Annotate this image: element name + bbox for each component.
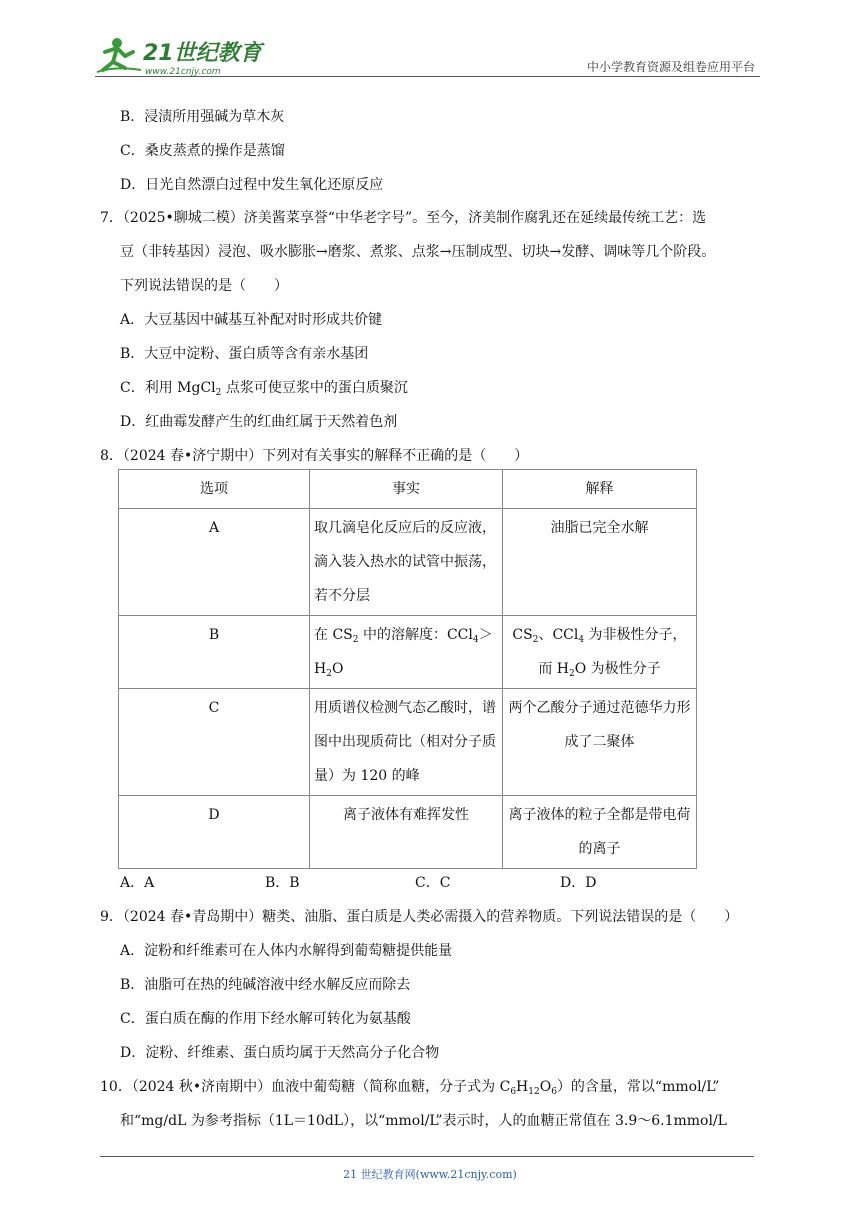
row-explain: $CS_2$、CCl$_4$ 为非极性分子，而 $H_2O$ 为极性分子 <box>503 616 697 689</box>
q8-facts-table <box>118 469 697 869</box>
q7-option-a: A．大豆基因中碱基互补配对时形成共价键 <box>120 312 383 328</box>
q9-stem: 9．（2024 春•青岛期中）糖类、油脂、蛋白质是人类必需摄入的营养物质。下列说法错误的是（ ） <box>100 909 739 925</box>
table-row <box>119 616 697 689</box>
table-header-option: 选项 <box>119 470 310 509</box>
page-header <box>95 30 760 78</box>
table-header-fact: 事实 <box>310 470 503 509</box>
q7-stem-line-3: 下列说法错误的是（ ） <box>120 278 288 294</box>
row-explain: 离子液体的粒子全都是带电荷的离子 <box>503 796 697 869</box>
q6-option-c: C．桑皮蒸煮的操作是蒸馏 <box>120 143 285 159</box>
q7-stem-line-2: 豆（非转基因）浸泡、吸水膨胀→磨浆、煮浆、点浆→压制成型、切块→发酵、调味等几个阶段。 <box>120 244 716 260</box>
row-fact: 用质谱仪检测气态乙酸时，谱图中出现质荷比（相对分子质量）为 120 的峰 <box>310 689 503 796</box>
q10-stem-line-2: 和“mg/dL 为参考指标（1L＝10dL），以“mmol/L”表示时，人的血糖正常值在 3.9～6.1mmol/L <box>120 1113 727 1129</box>
row-explain: 两个乙酸分子通过范德华力形成了二聚体 <box>503 689 697 796</box>
row-option: C <box>119 689 310 796</box>
table-header-row <box>119 470 697 509</box>
q7-option-c: C．利用 MgCl$_2$ 点浆可使豆浆中的蛋白质聚沉 <box>120 380 408 398</box>
q8-answer-a: A．A <box>120 875 155 891</box>
q6-option-d: D．日光自然漂白过程中发生氧化还原反应 <box>120 177 384 193</box>
q7-option-b: B．大豆中淀粉、蛋白质等含有亲水基团 <box>120 346 369 362</box>
site-logo <box>95 34 265 76</box>
q9-option-c: C．蛋白质在酶的作用下经水解可转化为氨基酸 <box>120 1011 411 1027</box>
row-fact: 取几滴皂化反应后的反应液，滴入装入热水的试管中振荡，若不分层 <box>310 509 503 616</box>
header-divider <box>95 76 760 77</box>
q8-answer-c: C．C <box>415 875 451 891</box>
row-fact: 离子液体有难挥发性 <box>310 796 503 869</box>
q8-stem: 8．（2024 春•济宁期中）下列对有关事实的解释不正确的是（ ） <box>100 448 529 464</box>
q9-option-b: B．油脂可在热的纯碱溶液中经水解反应而除去 <box>120 977 411 993</box>
row-explain: 油脂已完全水解 <box>503 509 697 616</box>
svg-text:21世纪教育: 21世纪教育 <box>143 41 262 66</box>
q10-stem-line-1: 10．（2024 秋•济南期中）血液中葡萄糖（简称血糖，分子式为 $C_6H_{12}O_6$）的含量，常以“mmol/L” <box>100 1079 720 1097</box>
table-row <box>119 689 697 796</box>
footer-divider <box>100 1156 754 1157</box>
q8-answer-b: B．B <box>265 875 300 891</box>
q9-option-d: D．淀粉、纤维素、蛋白质均属于天然高分子化合物 <box>120 1045 440 1061</box>
q7-option-d: D．红曲霉发酵产生的红曲红属于天然着色剂 <box>120 414 398 430</box>
row-option: D <box>119 796 310 869</box>
q9-option-a: A．淀粉和纤维素可在人体内水解得到葡萄糖提供能量 <box>120 943 453 959</box>
table-header-explain: 解释 <box>503 470 697 509</box>
row-option: A <box>119 509 310 616</box>
row-fact: 在 $CS_2$ 中的溶解度：$CCl_4>H_2O$ <box>310 616 503 689</box>
footer-link[interactable]: 21 世纪教育网(www.21cnjy.com) <box>343 1168 517 1181</box>
q6-option-b: B．浸渍所用强碱为草木灰 <box>120 109 285 125</box>
svg-text:www.21cnjy.com: www.21cnjy.com <box>145 67 221 76</box>
q8-answer-d: D．D <box>560 875 597 891</box>
table-row <box>119 509 697 616</box>
site-name: 中小学教育资源及组卷应用平台 <box>586 60 755 74</box>
table-row <box>119 796 697 869</box>
q7-stem-line-1: 7．（2025•聊城二模）济美酱菜享誉“中华老字号”。至今，济美制作腐乳还在延续最传统工艺：选 <box>100 210 707 226</box>
row-option: B <box>119 616 310 689</box>
